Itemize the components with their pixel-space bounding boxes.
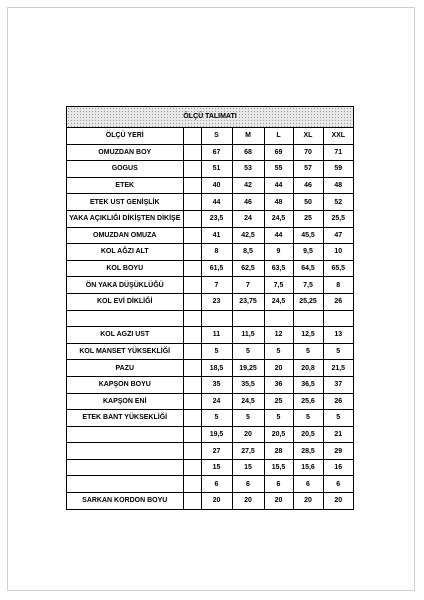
size-s-cell: 18,5 bbox=[201, 360, 232, 377]
size-s-cell: 11 bbox=[201, 327, 232, 344]
spacer-cell bbox=[183, 244, 201, 261]
size-xl-cell: 70 bbox=[293, 144, 323, 161]
table-row bbox=[67, 343, 353, 360]
size-xxl-cell: 21,5 bbox=[323, 360, 353, 377]
size-xl-cell: 25 bbox=[293, 210, 323, 227]
header-row bbox=[67, 128, 353, 144]
size-xxl-cell: 20 bbox=[323, 493, 353, 509]
size-xxl-cell: 13 bbox=[323, 327, 353, 344]
size-l-cell: 24,5 bbox=[264, 210, 293, 227]
size-l-cell: 20 bbox=[264, 493, 293, 509]
size-s-cell: 51 bbox=[201, 161, 232, 178]
size-xl-cell: 36,5 bbox=[293, 376, 323, 393]
size-s-cell: 27 bbox=[201, 443, 232, 460]
size-s-cell: 20 bbox=[201, 493, 232, 509]
table-row bbox=[67, 144, 353, 161]
size-m-cell bbox=[232, 310, 264, 327]
size-s-cell: 40 bbox=[201, 177, 232, 194]
measure-cell: KOL BOYU bbox=[67, 260, 183, 277]
measure-cell: ETEK UST GENİŞLİK bbox=[67, 194, 183, 211]
size-xxl-cell: 5 bbox=[323, 410, 353, 427]
table-row bbox=[67, 260, 353, 277]
size-s-cell: 8 bbox=[201, 244, 232, 261]
size-m-cell: 42 bbox=[232, 177, 264, 194]
size-xxl-cell: 71 bbox=[323, 144, 353, 161]
size-xl-cell: 9,5 bbox=[293, 244, 323, 261]
spacer-cell bbox=[183, 493, 201, 509]
size-xl-cell: 20,8 bbox=[293, 360, 323, 377]
size-m-cell: 11,5 bbox=[232, 327, 264, 344]
size-m-cell: 20 bbox=[232, 493, 264, 509]
table-row bbox=[67, 194, 353, 211]
size-s-cell: 15 bbox=[201, 459, 232, 476]
table-row bbox=[67, 161, 353, 178]
size-xl-cell: XL bbox=[293, 128, 323, 144]
size-l-cell: 44 bbox=[264, 227, 293, 244]
size-xl-cell: 20,5 bbox=[293, 426, 323, 443]
measure-cell: OMUZDAN OMUZA bbox=[67, 227, 183, 244]
size-xl-cell: 7,5 bbox=[293, 277, 323, 294]
size-l-cell: 12 bbox=[264, 327, 293, 344]
measure-cell: ÖLÇÜ YERİ bbox=[67, 128, 183, 144]
size-l-cell: 36 bbox=[264, 376, 293, 393]
spacer-cell bbox=[183, 376, 201, 393]
size-l-cell: 6 bbox=[264, 476, 293, 493]
size-s-cell: 23,5 bbox=[201, 210, 232, 227]
size-xxl-cell: 37 bbox=[323, 376, 353, 393]
measure-cell: KAPŞON ENİ bbox=[67, 393, 183, 410]
size-s-cell: 19,5 bbox=[201, 426, 232, 443]
size-l-cell: 20,5 bbox=[264, 426, 293, 443]
measure-cell: GOGUS bbox=[67, 161, 183, 178]
size-table bbox=[67, 128, 353, 509]
size-xxl-cell: 59 bbox=[323, 161, 353, 178]
spacer-cell bbox=[183, 194, 201, 211]
table-row bbox=[67, 376, 353, 393]
size-xl-cell: 20 bbox=[293, 493, 323, 509]
size-m-cell: 19,25 bbox=[232, 360, 264, 377]
size-xxl-cell: 16 bbox=[323, 459, 353, 476]
measure-cell: KOL AĞZI ALT bbox=[67, 244, 183, 261]
size-m-cell: 24 bbox=[232, 210, 264, 227]
table-row bbox=[67, 310, 353, 327]
size-m-cell: 35,5 bbox=[232, 376, 264, 393]
size-s-cell: 44 bbox=[201, 194, 232, 211]
size-l-cell: 24,5 bbox=[264, 293, 293, 310]
size-xxl-cell: 6 bbox=[323, 476, 353, 493]
size-xl-cell: 5 bbox=[293, 343, 323, 360]
spacer-cell bbox=[183, 310, 201, 327]
size-xl-cell: 46 bbox=[293, 177, 323, 194]
table-row bbox=[67, 459, 353, 476]
spacer-cell bbox=[183, 128, 201, 144]
size-xl-cell: 57 bbox=[293, 161, 323, 178]
size-l-cell: 63,5 bbox=[264, 260, 293, 277]
size-l-cell: 69 bbox=[264, 144, 293, 161]
table-row bbox=[67, 210, 353, 227]
size-m-cell: 8,5 bbox=[232, 244, 264, 261]
size-s-cell: 5 bbox=[201, 410, 232, 427]
size-xl-cell: 45,5 bbox=[293, 227, 323, 244]
size-m-cell: 5 bbox=[232, 410, 264, 427]
size-l-cell: 20 bbox=[264, 360, 293, 377]
size-m-cell: 42,5 bbox=[232, 227, 264, 244]
size-xxl-cell: 21 bbox=[323, 426, 353, 443]
size-xxl-cell: 5 bbox=[323, 343, 353, 360]
size-l-cell: 55 bbox=[264, 161, 293, 178]
size-m-cell: 53 bbox=[232, 161, 264, 178]
measure-cell: ETEK bbox=[67, 177, 183, 194]
table-row bbox=[67, 443, 353, 460]
size-l-cell: 9 bbox=[264, 244, 293, 261]
size-s-cell: 5 bbox=[201, 343, 232, 360]
measure-cell: ETEK BANT YÜKSEKLİĞİ bbox=[67, 410, 183, 427]
table-row bbox=[67, 327, 353, 344]
size-xxl-cell: 48 bbox=[323, 177, 353, 194]
size-l-cell: 48 bbox=[264, 194, 293, 211]
size-xl-cell: 12,5 bbox=[293, 327, 323, 344]
chart-title: ÖLÇÜ TALIMATI bbox=[67, 107, 353, 128]
spacer-cell bbox=[183, 459, 201, 476]
size-xl-cell: 6 bbox=[293, 476, 323, 493]
table-row bbox=[67, 493, 353, 509]
table-row bbox=[67, 293, 353, 310]
spacer-cell bbox=[183, 144, 201, 161]
spacer-cell bbox=[183, 410, 201, 427]
size-xxl-cell: 47 bbox=[323, 227, 353, 244]
spacer-cell bbox=[183, 360, 201, 377]
size-s-cell: 6 bbox=[201, 476, 232, 493]
measure-cell: ÖN YAKA DÜŞÜKLÜĞÜ bbox=[67, 277, 183, 294]
size-m-cell: 5 bbox=[232, 343, 264, 360]
size-s-cell: 67 bbox=[201, 144, 232, 161]
size-xxl-cell: 29 bbox=[323, 443, 353, 460]
measure-cell: KAPŞON BOYU bbox=[67, 376, 183, 393]
size-s-cell: 61,5 bbox=[201, 260, 232, 277]
spacer-cell bbox=[183, 443, 201, 460]
spacer-cell bbox=[183, 210, 201, 227]
size-m-cell: 27,5 bbox=[232, 443, 264, 460]
size-m-cell: 68 bbox=[232, 144, 264, 161]
size-xxl-cell: 52 bbox=[323, 194, 353, 211]
size-l-cell: 5 bbox=[264, 410, 293, 427]
size-s-cell: S bbox=[201, 128, 232, 144]
size-xxl-cell: XXL bbox=[323, 128, 353, 144]
size-l-cell: 15,5 bbox=[264, 459, 293, 476]
spacer-cell bbox=[183, 426, 201, 443]
size-xl-cell: 64,5 bbox=[293, 260, 323, 277]
measure-cell: KOL AGZI UST bbox=[67, 327, 183, 344]
size-m-cell: 46 bbox=[232, 194, 264, 211]
spacer-cell bbox=[183, 161, 201, 178]
size-l-cell: 7,5 bbox=[264, 277, 293, 294]
table-row bbox=[67, 410, 353, 427]
spacer-cell bbox=[183, 227, 201, 244]
size-xl-cell: 28,5 bbox=[293, 443, 323, 460]
size-xxl-cell: 25,5 bbox=[323, 210, 353, 227]
measure-cell: PAZU bbox=[67, 360, 183, 377]
size-m-cell: 15 bbox=[232, 459, 264, 476]
size-m-cell: 24,5 bbox=[232, 393, 264, 410]
size-m-cell: 62,5 bbox=[232, 260, 264, 277]
size-l-cell: 25 bbox=[264, 393, 293, 410]
size-l-cell: 44 bbox=[264, 177, 293, 194]
size-xxl-cell: 26 bbox=[323, 293, 353, 310]
size-chart bbox=[66, 106, 354, 510]
table-row bbox=[67, 177, 353, 194]
size-s-cell: 24 bbox=[201, 393, 232, 410]
size-l-cell: 5 bbox=[264, 343, 293, 360]
measure-cell: KOL EVİ DİKLİĞİ bbox=[67, 293, 183, 310]
size-s-cell: 41 bbox=[201, 227, 232, 244]
size-s-cell: 23 bbox=[201, 293, 232, 310]
spacer-cell bbox=[183, 277, 201, 294]
size-m-cell: 6 bbox=[232, 476, 264, 493]
table-row bbox=[67, 277, 353, 294]
size-m-cell: M bbox=[232, 128, 264, 144]
table-row bbox=[67, 393, 353, 410]
measure-cell bbox=[67, 459, 183, 476]
size-xxl-cell: 10 bbox=[323, 244, 353, 261]
size-xl-cell: 25,25 bbox=[293, 293, 323, 310]
measure-cell bbox=[67, 443, 183, 460]
spacer-cell bbox=[183, 293, 201, 310]
size-xxl-cell bbox=[323, 310, 353, 327]
size-xl-cell: 5 bbox=[293, 410, 323, 427]
size-xl-cell: 15,6 bbox=[293, 459, 323, 476]
spacer-cell bbox=[183, 327, 201, 344]
size-s-cell: 35 bbox=[201, 376, 232, 393]
size-m-cell: 7 bbox=[232, 277, 264, 294]
table-row bbox=[67, 426, 353, 443]
measure-cell bbox=[67, 476, 183, 493]
size-xl-cell bbox=[293, 310, 323, 327]
size-m-cell: 23,75 bbox=[232, 293, 264, 310]
spacer-cell bbox=[183, 177, 201, 194]
size-l-cell: 28 bbox=[264, 443, 293, 460]
size-l-cell bbox=[264, 310, 293, 327]
table-row bbox=[67, 227, 353, 244]
size-m-cell: 20 bbox=[232, 426, 264, 443]
table-row bbox=[67, 476, 353, 493]
measure-cell: SARKAN KORDON BOYU bbox=[67, 493, 183, 509]
size-xxl-cell: 8 bbox=[323, 277, 353, 294]
spacer-cell bbox=[183, 260, 201, 277]
table-row bbox=[67, 360, 353, 377]
measure-cell: YAKA AÇIKLIĞI DİKİŞTEN DİKİŞE bbox=[67, 210, 183, 227]
size-xl-cell: 25,6 bbox=[293, 393, 323, 410]
measure-cell: KOL MANSET YÜKSEKLİĞİ bbox=[67, 343, 183, 360]
spacer-cell bbox=[183, 343, 201, 360]
spacer-cell bbox=[183, 476, 201, 493]
measure-cell bbox=[67, 310, 183, 327]
size-s-cell: 7 bbox=[201, 277, 232, 294]
size-xl-cell: 50 bbox=[293, 194, 323, 211]
measure-cell: OMUZDAN BOY bbox=[67, 144, 183, 161]
spacer-cell bbox=[183, 393, 201, 410]
size-l-cell: L bbox=[264, 128, 293, 144]
measure-cell bbox=[67, 426, 183, 443]
table-row bbox=[67, 244, 353, 261]
size-xxl-cell: 26 bbox=[323, 393, 353, 410]
size-s-cell bbox=[201, 310, 232, 327]
size-xxl-cell: 65,5 bbox=[323, 260, 353, 277]
